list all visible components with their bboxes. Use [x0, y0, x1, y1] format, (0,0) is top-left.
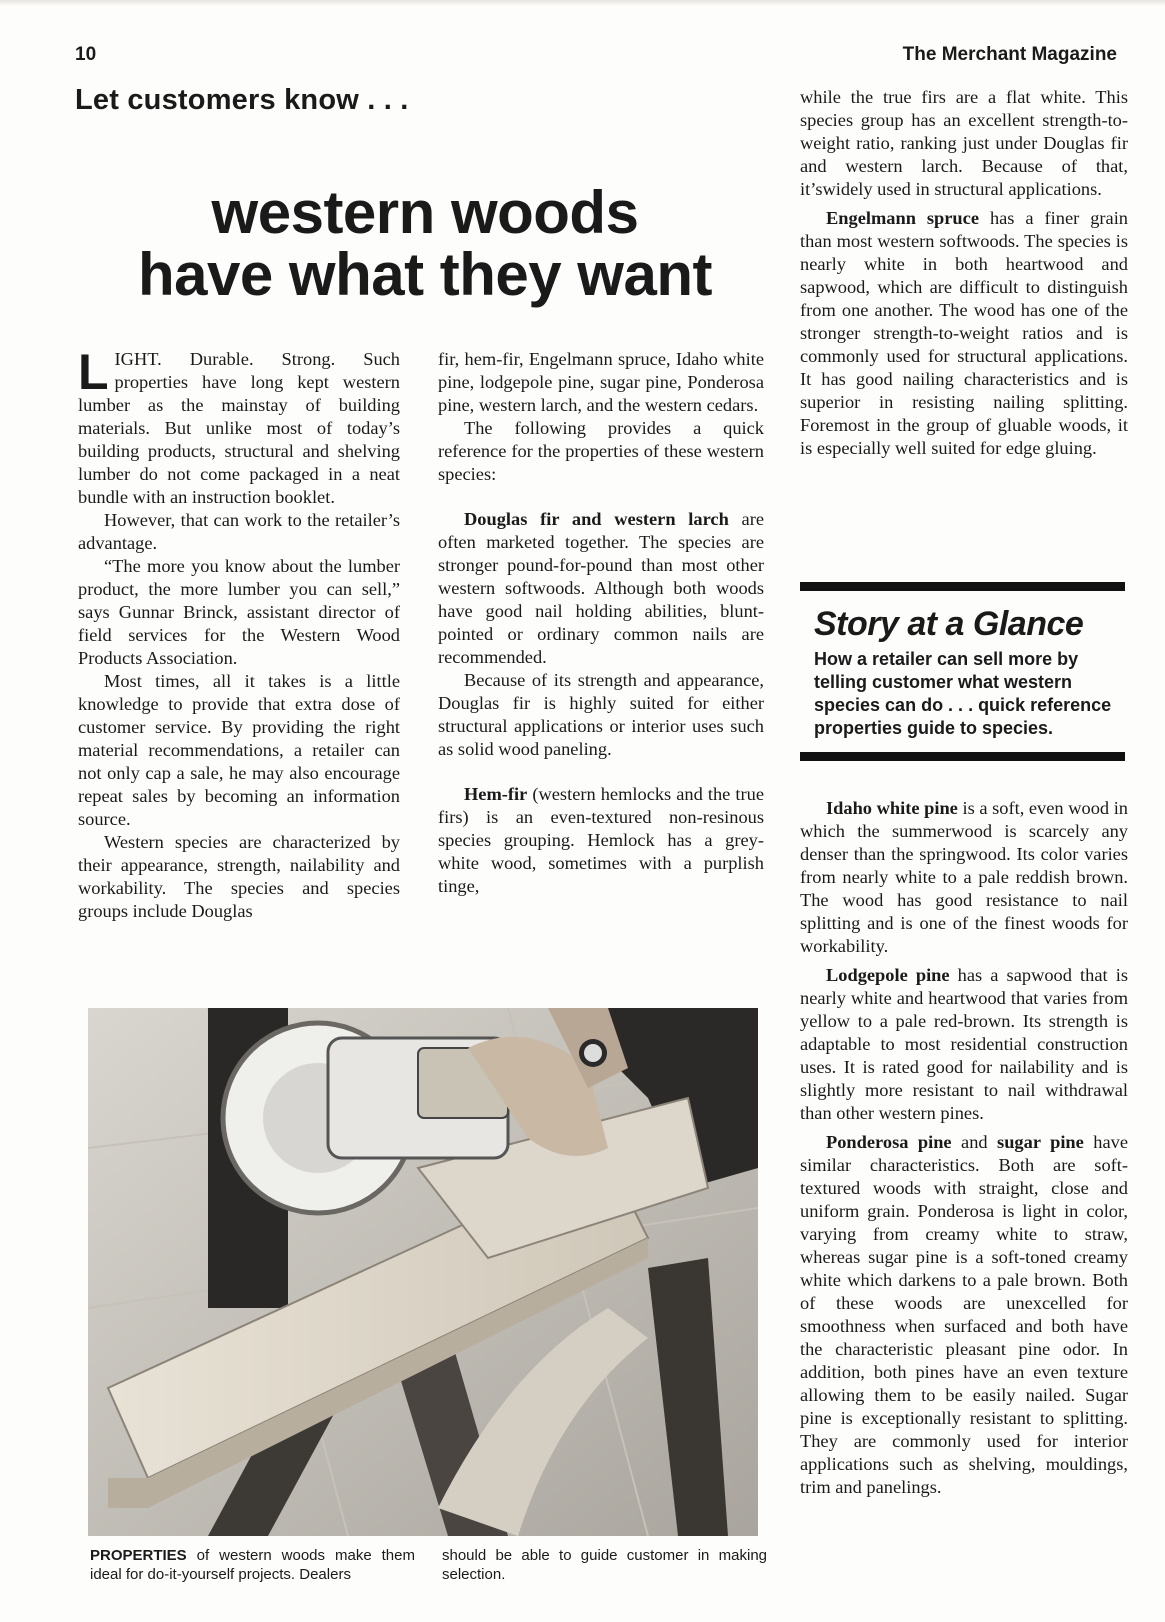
photo-circular-saw-cutting-lumber	[88, 1008, 758, 1536]
species-term: Douglas fir and western larch	[464, 509, 729, 529]
species-term: Engelmann spruce	[826, 208, 979, 228]
paragraph-ponderosa-sugar-pine	[800, 1131, 1128, 1499]
species-term: sugar pine	[997, 1132, 1084, 1152]
species-term: Ponderosa pine	[826, 1132, 952, 1152]
glance-top-rule	[800, 582, 1125, 591]
paragraph-text: is a soft, even wood in which the summerwood is scarcely any denser than the springwood. Its color varies from nearly white to a pale reddish brown. The wood has good resistance to nail splitting and is one of the finest woods for workability.	[800, 798, 1128, 956]
page-top-edge	[0, 0, 1165, 6]
drop-cap: L	[78, 344, 109, 400]
photo-caption-part-2: should be able to guide customer in making selection.	[442, 1547, 767, 1583]
paragraph-hem-fir	[438, 783, 764, 898]
paragraph-text: has a finer grain than most western softwoods. The species is nearly white in both heartwood and sapwood, which are difficult to distinguish from one another. The wood has one of the stronger strength-to-weight ratios and is commonly used for structural applications. It has good nailing characteristics and is superior in resisting nailing splitting. Foremost in the group of gluable woods, it is especially well suited for edge gluing.	[800, 208, 1128, 458]
paragraph-idaho-white-pine	[800, 797, 1128, 958]
paragraph: However, that can work to the retailer’s advantage.	[78, 510, 400, 553]
paragraph: while the true firs are a flat white. This species group has an excellent strength-to-weight ratio, ranking just under Douglas fir and western larch. Because of that, it’swidely used in structural applications.	[800, 87, 1128, 199]
article-column-3-bottom	[800, 797, 1128, 1499]
paragraph-text: has a sapwood that is nearly white and heartwood that varies from yellow to a pale red-brown. Its strength is adaptable to most residential construction uses. It is rated good for nailability and is slightly more resistant to nail withdrawal than other western pines.	[800, 965, 1128, 1123]
paragraph: Western species are characterized by their appearance, strength, nailability and workability. The species and species groups include Douglas	[78, 832, 400, 921]
photo-caption-part-1	[90, 1546, 415, 1584]
paragraph-text: are often marketed together. The species are stronger pound-for-pound than most other western softwoods. Although both woods have good nail holding abilities, blunt-pointed or ordinary common nails are recommended.	[438, 509, 764, 667]
paragraph-text: have similar characteristics. Both are soft-textured woods with straight, close and uniform grain. Ponderosa is light in color, varying from creamy white to straw, whereas sugar pine is a soft-toned creamy white which darkens to a pale brown. Both of these woods are unexcelled for smoothness when surfaced and both have the characteristic pleasant pine odor. In addition, both pines have an even texture allowing them to be easily nailed. Sugar pine is exceptionally resistant to splitting. They are commonly used for interior applications such as shelving, mouldings, trim and panelings.	[800, 1132, 1128, 1497]
article-column-1	[78, 344, 400, 923]
paragraph: Because of its strength and appearance, Douglas fir is highly suited for either structural applications or interior uses such as solid wood paneling.	[438, 670, 764, 759]
paragraph: The following provides a quick reference for the properties of these western species:	[438, 418, 764, 484]
article-kicker: Let customers know . . .	[75, 84, 409, 116]
headline-line-1: western woods	[211, 179, 639, 246]
species-term: Idaho white pine	[826, 798, 958, 818]
article-column-3-top	[800, 86, 1128, 460]
species-term: Lodgepole pine	[826, 965, 950, 985]
paragraph-text: (western hemlocks and the true firs) is an even-textured non-resinous species grouping. Hemlock has a grey-white wood, sometimes with a purplish tinge,	[438, 784, 764, 896]
paragraph: “The more you know about the lumber product, the more lumber you can sell,” says Gunnar Brinck, assistant director of field services for the Western Wood Products Association.	[78, 556, 400, 668]
paragraph-text: and	[951, 1132, 998, 1152]
paragraph-text: IGHT. Durable. Strong. Such properties have long kept western lumber as the mainstay of building materials. But unlike most of today’s building products, structural and shelving lumber do not come packaged in a neat bundle with an instruction booklet.	[78, 349, 400, 507]
species-term: Hem-fir	[464, 784, 528, 804]
glance-title: Story at a Glance	[814, 605, 1084, 643]
headline-line-2: have what they want	[138, 241, 712, 308]
photo-illustration	[88, 1008, 758, 1536]
magazine-name: The Merchant Magazine	[902, 44, 1117, 65]
paragraph-lodgepole-pine	[800, 964, 1128, 1125]
glance-bottom-rule	[800, 752, 1125, 761]
story-at-a-glance-box	[800, 582, 1125, 761]
paragraph: Most times, all it takes is a little knowledge to provide that extra dose of customer service. By providing the right material recommendations, a retailer can not only cap a sale, he may also encourage repeat sales by becoming an information source.	[78, 671, 400, 829]
paragraph-douglas-fir	[438, 508, 764, 669]
paragraph	[78, 344, 400, 509]
paragraph: fir, hem-fir, Engelmann spruce, Idaho white pine, lodgepole pine, sugar pine, Ponderosa pine, western larch, and the western cedars.	[438, 349, 764, 415]
article-column-2	[438, 348, 764, 898]
glance-body: How a retailer can sell more by telling customer what western species can do . . . quick reference properties guide to species.	[814, 649, 1112, 738]
page-number: 10	[75, 44, 97, 65]
caption-lead: PROPERTIES	[90, 1547, 187, 1564]
article-headline	[75, 179, 775, 308]
caption-text: of western woods make them ideal for do-it-yourself projects. Dealers	[90, 1547, 415, 1583]
paragraph-engelmann-spruce	[800, 207, 1128, 460]
